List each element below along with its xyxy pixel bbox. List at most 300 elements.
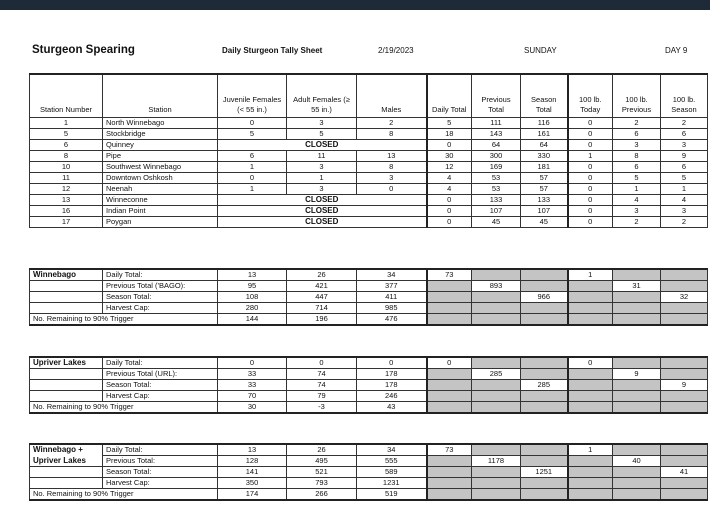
remaining-label: No. Remaining to 90% Trigger <box>30 314 218 326</box>
juvenile-cell: 6 <box>218 151 287 162</box>
closed-cell: CLOSED <box>218 140 427 151</box>
lb100-today-cell: 0 <box>568 129 613 140</box>
lb100-cell <box>661 456 708 467</box>
lb100-today-cell: 1 <box>568 151 613 162</box>
lb100-cell <box>613 444 661 456</box>
previous-total-cell: 133 <box>472 195 521 206</box>
total-cell <box>427 292 472 303</box>
remaining-value-cell: 144 <box>218 314 287 326</box>
upriver-daily-row <box>30 357 708 369</box>
total-cell <box>521 369 568 380</box>
cap-label: Harvest Cap: <box>103 478 218 489</box>
total-cell <box>472 380 521 391</box>
lb100-cell <box>613 269 661 281</box>
previous-total-cell: 107 <box>472 206 521 217</box>
lb100-cell <box>613 380 661 391</box>
adult-cell: 3 <box>287 184 357 195</box>
lb100-cell: 1 <box>568 269 613 281</box>
lb100-cell <box>661 269 708 281</box>
males-cell: 13 <box>357 151 427 162</box>
daily-label: Daily Total: <box>103 357 218 369</box>
males-cell: 0 <box>357 184 427 195</box>
upriver-summary-table <box>29 356 708 414</box>
total-cell <box>472 292 521 303</box>
daily-value-cell: 0 <box>218 357 287 369</box>
season-value-cell: 108 <box>218 292 287 303</box>
lb100-previous-cell: 3 <box>613 140 661 151</box>
lb100-season-cell: 1 <box>661 184 708 195</box>
daily-total-cell: 18 <box>427 129 472 140</box>
total-cell <box>472 303 521 314</box>
cap-value-cell: 793 <box>287 478 357 489</box>
lb100-cell <box>613 478 661 489</box>
sheet-header <box>0 46 710 62</box>
station-number-cell: 5 <box>30 129 103 140</box>
juvenile-cell: 1 <box>218 184 287 195</box>
season-total-cell: 330 <box>521 151 568 162</box>
sheet-subtitle: Daily Sturgeon Tally Sheet <box>222 46 323 55</box>
total-cell <box>521 391 568 402</box>
cap-label: Harvest Cap: <box>103 303 218 314</box>
total-cell <box>427 467 472 478</box>
station-name-cell: Poygan <box>103 217 218 228</box>
season-label: Season Total: <box>103 467 218 478</box>
lb100-previous-cell: 6 <box>613 129 661 140</box>
lb100-previous-cell: 4 <box>613 195 661 206</box>
lb100-today-cell: 0 <box>568 195 613 206</box>
total-cell <box>472 314 521 326</box>
lb100-cell <box>568 456 613 467</box>
previous-total-cell: 64 <box>472 140 521 151</box>
lb100-season-cell: 3 <box>661 206 708 217</box>
combined-remaining-row <box>30 489 708 501</box>
station-name-cell: Stockbridge <box>103 129 218 140</box>
lb100-cell <box>661 281 708 292</box>
lb100-today-cell: 0 <box>568 173 613 184</box>
total-cell <box>427 281 472 292</box>
lb100-cell <box>568 489 613 501</box>
lb100-cell <box>568 369 613 380</box>
lb100-cell <box>661 391 708 402</box>
juvenile-cell: 5 <box>218 129 287 140</box>
station-number-cell: 1 <box>30 118 103 129</box>
lb100-season-cell: 3 <box>661 140 708 151</box>
total-cell <box>521 478 568 489</box>
total-cell: 966 <box>521 292 568 303</box>
juvenile-cell: 0 <box>218 173 287 184</box>
total-cell: 0 <box>427 357 472 369</box>
juvenile-cell: 0 <box>218 118 287 129</box>
lb100-cell: 0 <box>568 357 613 369</box>
lb100-cell <box>568 281 613 292</box>
column-header-row <box>30 74 708 118</box>
upriver-cap-row <box>30 391 708 402</box>
lb100-cell <box>568 402 613 414</box>
col-header-daily-total: Daily Total <box>427 74 472 118</box>
total-cell <box>472 467 521 478</box>
col-header-previous-total: Previous Total <box>472 74 521 118</box>
season-value-cell: 33 <box>218 380 287 391</box>
prev-value-cell: 421 <box>287 281 357 292</box>
season-value-cell: 141 <box>218 467 287 478</box>
section-name-cell: Upriver Lakes <box>30 456 103 467</box>
lb100-previous-cell: 5 <box>613 173 661 184</box>
empty-cell <box>30 391 103 402</box>
season-label: Season Total: <box>103 380 218 391</box>
previous-total-cell: 111 <box>472 118 521 129</box>
lb100-season-cell: 9 <box>661 151 708 162</box>
station-row <box>30 151 708 162</box>
remaining-value-cell: 476 <box>357 314 427 326</box>
station-name-cell: Winneconne <box>103 195 218 206</box>
empty-cell <box>30 478 103 489</box>
station-row <box>30 217 708 228</box>
lb100-previous-cell: 6 <box>613 162 661 173</box>
adult-cell: 3 <box>287 118 357 129</box>
lb100-cell: 40 <box>613 456 661 467</box>
total-cell <box>521 269 568 281</box>
lb100-season-cell: 6 <box>661 129 708 140</box>
remaining-value-cell: 43 <box>357 402 427 414</box>
lb100-season-cell: 2 <box>661 217 708 228</box>
prev-value-cell: 178 <box>357 369 427 380</box>
season-total-cell: 45 <box>521 217 568 228</box>
lb100-cell <box>613 467 661 478</box>
cap-value-cell: 246 <box>357 391 427 402</box>
section-name-cell: Winnebago + <box>30 444 103 456</box>
total-cell <box>427 456 472 467</box>
lb100-today-cell: 0 <box>568 118 613 129</box>
daily-label: Daily Total: <box>103 444 218 456</box>
total-cell <box>521 281 568 292</box>
lb100-previous-cell: 1 <box>613 184 661 195</box>
total-cell <box>472 357 521 369</box>
station-row <box>30 129 708 140</box>
station-row <box>30 206 708 217</box>
season-value-cell: 589 <box>357 467 427 478</box>
winnebago-remaining-row <box>30 314 708 326</box>
section-name-cell: Upriver Lakes <box>30 357 103 369</box>
col-header-100lb-season: 100 lb. Season <box>661 74 708 118</box>
lb100-cell <box>568 380 613 391</box>
total-cell <box>427 369 472 380</box>
daily-total-cell: 0 <box>427 140 472 151</box>
section-name-cell: Winnebago <box>30 269 103 281</box>
season-total-cell: 64 <box>521 140 568 151</box>
cap-value-cell: 70 <box>218 391 287 402</box>
cap-value-cell: 280 <box>218 303 287 314</box>
lb100-cell <box>661 444 708 456</box>
males-cell: 8 <box>357 162 427 173</box>
remaining-label: No. Remaining to 90% Trigger <box>30 402 218 414</box>
males-cell: 2 <box>357 118 427 129</box>
total-cell <box>427 380 472 391</box>
station-name-cell: Southwest Winnebago <box>103 162 218 173</box>
col-header-100lb-today: 100 lb. Today <box>568 74 613 118</box>
lb100-cell <box>613 314 661 326</box>
cap-value-cell: 985 <box>357 303 427 314</box>
lb100-cell <box>568 467 613 478</box>
col-header-100lb-previous: 100 lb. Previous <box>613 74 661 118</box>
total-cell <box>472 489 521 501</box>
daily-value-cell: 0 <box>357 357 427 369</box>
station-name-cell: Downtown Oshkosh <box>103 173 218 184</box>
males-cell: 3 <box>357 173 427 184</box>
adult-cell: 1 <box>287 173 357 184</box>
previous-total-cell: 169 <box>472 162 521 173</box>
col-header-station-number: Station Number <box>30 74 103 118</box>
total-cell <box>427 478 472 489</box>
lb100-cell <box>661 303 708 314</box>
lb100-previous-cell: 2 <box>613 217 661 228</box>
daily-total-cell: 0 <box>427 206 472 217</box>
total-cell: 285 <box>521 380 568 391</box>
total-cell: 73 <box>427 269 472 281</box>
combined-cap-row <box>30 478 708 489</box>
total-cell <box>521 444 568 456</box>
season-total-cell: 57 <box>521 184 568 195</box>
lb100-cell <box>661 357 708 369</box>
daily-value-cell: 13 <box>218 269 287 281</box>
previous-total-cell: 53 <box>472 184 521 195</box>
prev-label: Previous Total (URL): <box>103 369 218 380</box>
lb100-cell <box>568 303 613 314</box>
cap-label: Harvest Cap: <box>103 391 218 402</box>
station-number-cell: 12 <box>30 184 103 195</box>
season-total-cell: 57 <box>521 173 568 184</box>
closed-cell: CLOSED <box>218 206 427 217</box>
season-value-cell: 447 <box>287 292 357 303</box>
daily-total-cell: 5 <box>427 118 472 129</box>
lb100-cell <box>661 369 708 380</box>
season-value-cell: 521 <box>287 467 357 478</box>
station-number-cell: 16 <box>30 206 103 217</box>
prev-value-cell: 33 <box>218 369 287 380</box>
total-cell <box>521 303 568 314</box>
station-name-cell: North Winnebago <box>103 118 218 129</box>
previous-total-cell: 45 <box>472 217 521 228</box>
total-cell <box>521 357 568 369</box>
col-header-juvenile-females: Juvenile Females (< 55 in.) <box>218 74 287 118</box>
winnebago-prev-row <box>30 281 708 292</box>
daily-total-cell: 0 <box>427 217 472 228</box>
station-row <box>30 184 708 195</box>
total-cell <box>472 478 521 489</box>
lb100-previous-cell: 3 <box>613 206 661 217</box>
lb100-cell: 41 <box>661 467 708 478</box>
lb100-cell <box>613 303 661 314</box>
station-number-cell: 11 <box>30 173 103 184</box>
remaining-value-cell: 266 <box>287 489 357 501</box>
sheet-title: Sturgeon Spearing <box>32 44 135 56</box>
total-cell: 1178 <box>472 456 521 467</box>
sheet-weekday: SUNDAY <box>524 46 557 55</box>
winnebago-season-row <box>30 292 708 303</box>
total-cell <box>521 489 568 501</box>
station-row <box>30 173 708 184</box>
window-top-bar <box>0 0 710 10</box>
daily-value-cell: 0 <box>287 357 357 369</box>
remaining-value-cell: 30 <box>218 402 287 414</box>
lb100-cell: 9 <box>661 380 708 391</box>
remaining-value-cell: 519 <box>357 489 427 501</box>
prev-value-cell: 74 <box>287 369 357 380</box>
total-cell <box>521 402 568 414</box>
lb100-cell <box>613 391 661 402</box>
season-total-cell: 161 <box>521 129 568 140</box>
station-number-cell: 6 <box>30 140 103 151</box>
lb100-season-cell: 5 <box>661 173 708 184</box>
lb100-cell: 32 <box>661 292 708 303</box>
empty-cell <box>30 303 103 314</box>
empty-cell <box>30 467 103 478</box>
empty-cell <box>30 281 103 292</box>
daily-label: Daily Total: <box>103 269 218 281</box>
station-name-cell: Pipe <box>103 151 218 162</box>
sheet-day-number: DAY 9 <box>665 46 688 55</box>
prev-value-cell: 377 <box>357 281 427 292</box>
lb100-cell <box>661 314 708 326</box>
station-row <box>30 195 708 206</box>
station-name-cell: Neenah <box>103 184 218 195</box>
season-value-cell: 411 <box>357 292 427 303</box>
empty-cell <box>30 380 103 391</box>
total-cell <box>427 314 472 326</box>
upriver-season-row <box>30 380 708 391</box>
station-name-cell: Quinney <box>103 140 218 151</box>
adult-cell: 5 <box>287 129 357 140</box>
daily-total-cell: 4 <box>427 173 472 184</box>
col-header-station: Station <box>103 74 218 118</box>
lb100-previous-cell: 8 <box>613 151 661 162</box>
season-value-cell: 178 <box>357 380 427 391</box>
remaining-label: No. Remaining to 90% Trigger <box>30 489 218 501</box>
total-cell <box>427 402 472 414</box>
lb100-cell: 31 <box>613 281 661 292</box>
previous-total-cell: 53 <box>472 173 521 184</box>
season-value-cell: 74 <box>287 380 357 391</box>
lb100-previous-cell: 2 <box>613 118 661 129</box>
lb100-today-cell: 0 <box>568 206 613 217</box>
lb100-cell <box>661 402 708 414</box>
station-name-cell: Indian Point <box>103 206 218 217</box>
remaining-value-cell: -3 <box>287 402 357 414</box>
lb100-season-cell: 4 <box>661 195 708 206</box>
lb100-cell <box>613 292 661 303</box>
station-number-cell: 8 <box>30 151 103 162</box>
lb100-today-cell: 0 <box>568 217 613 228</box>
daily-total-cell: 30 <box>427 151 472 162</box>
station-number-cell: 13 <box>30 195 103 206</box>
station-row <box>30 162 708 173</box>
combined-prev-row <box>30 456 708 467</box>
station-number-cell: 10 <box>30 162 103 173</box>
lb100-cell <box>613 489 661 501</box>
lb100-season-cell: 6 <box>661 162 708 173</box>
upriver-remaining-row <box>30 402 708 414</box>
daily-value-cell: 13 <box>218 444 287 456</box>
total-cell <box>472 402 521 414</box>
stations-table <box>29 73 708 228</box>
col-header-males: Males <box>357 74 427 118</box>
cap-value-cell: 350 <box>218 478 287 489</box>
lb100-season-cell: 2 <box>661 118 708 129</box>
adult-cell: 3 <box>287 162 357 173</box>
season-label: Season Total: <box>103 292 218 303</box>
station-row <box>30 140 708 151</box>
daily-value-cell: 26 <box>287 269 357 281</box>
lb100-cell: 9 <box>613 369 661 380</box>
lb100-cell <box>613 357 661 369</box>
prev-value-cell: 95 <box>218 281 287 292</box>
season-total-cell: 181 <box>521 162 568 173</box>
combined-daily-row <box>30 444 708 456</box>
daily-value-cell: 34 <box>357 269 427 281</box>
combined-season-row <box>30 467 708 478</box>
lb100-cell <box>661 478 708 489</box>
closed-cell: CLOSED <box>218 195 427 206</box>
lb100-cell <box>568 391 613 402</box>
total-cell <box>472 269 521 281</box>
prev-value-cell: 128 <box>218 456 287 467</box>
daily-total-cell: 4 <box>427 184 472 195</box>
cap-value-cell: 79 <box>287 391 357 402</box>
total-cell <box>472 391 521 402</box>
remaining-value-cell: 196 <box>287 314 357 326</box>
lb100-cell <box>568 292 613 303</box>
daily-total-cell: 0 <box>427 195 472 206</box>
season-total-cell: 133 <box>521 195 568 206</box>
lb100-cell <box>568 314 613 326</box>
prev-label: Previous Total ('BAGO): <box>103 281 218 292</box>
col-header-adult-females: Adult Females (≥ 55 in.) <box>287 74 357 118</box>
total-cell: 1251 <box>521 467 568 478</box>
total-cell: 285 <box>472 369 521 380</box>
males-cell: 8 <box>357 129 427 140</box>
daily-value-cell: 26 <box>287 444 357 456</box>
empty-cell <box>30 292 103 303</box>
winnebago-cap-row <box>30 303 708 314</box>
total-cell <box>472 444 521 456</box>
closed-cell: CLOSED <box>218 217 427 228</box>
previous-total-cell: 143 <box>472 129 521 140</box>
winnebago-daily-row <box>30 269 708 281</box>
season-total-cell: 116 <box>521 118 568 129</box>
total-cell: 893 <box>472 281 521 292</box>
daily-value-cell: 34 <box>357 444 427 456</box>
col-header-season-total: Season Total <box>521 74 568 118</box>
cap-value-cell: 1231 <box>357 478 427 489</box>
empty-cell <box>30 369 103 380</box>
prev-label: Previous Total: <box>103 456 218 467</box>
station-row <box>30 118 708 129</box>
lb100-today-cell: 0 <box>568 162 613 173</box>
total-cell: 73 <box>427 444 472 456</box>
lb100-cell: 1 <box>568 444 613 456</box>
daily-total-cell: 12 <box>427 162 472 173</box>
prev-value-cell: 555 <box>357 456 427 467</box>
total-cell <box>427 489 472 501</box>
total-cell <box>521 314 568 326</box>
station-number-cell: 17 <box>30 217 103 228</box>
remaining-value-cell: 174 <box>218 489 287 501</box>
season-total-cell: 107 <box>521 206 568 217</box>
winnebago-summary-table <box>29 268 708 326</box>
prev-value-cell: 495 <box>287 456 357 467</box>
total-cell <box>521 456 568 467</box>
total-cell <box>427 303 472 314</box>
cap-value-cell: 714 <box>287 303 357 314</box>
